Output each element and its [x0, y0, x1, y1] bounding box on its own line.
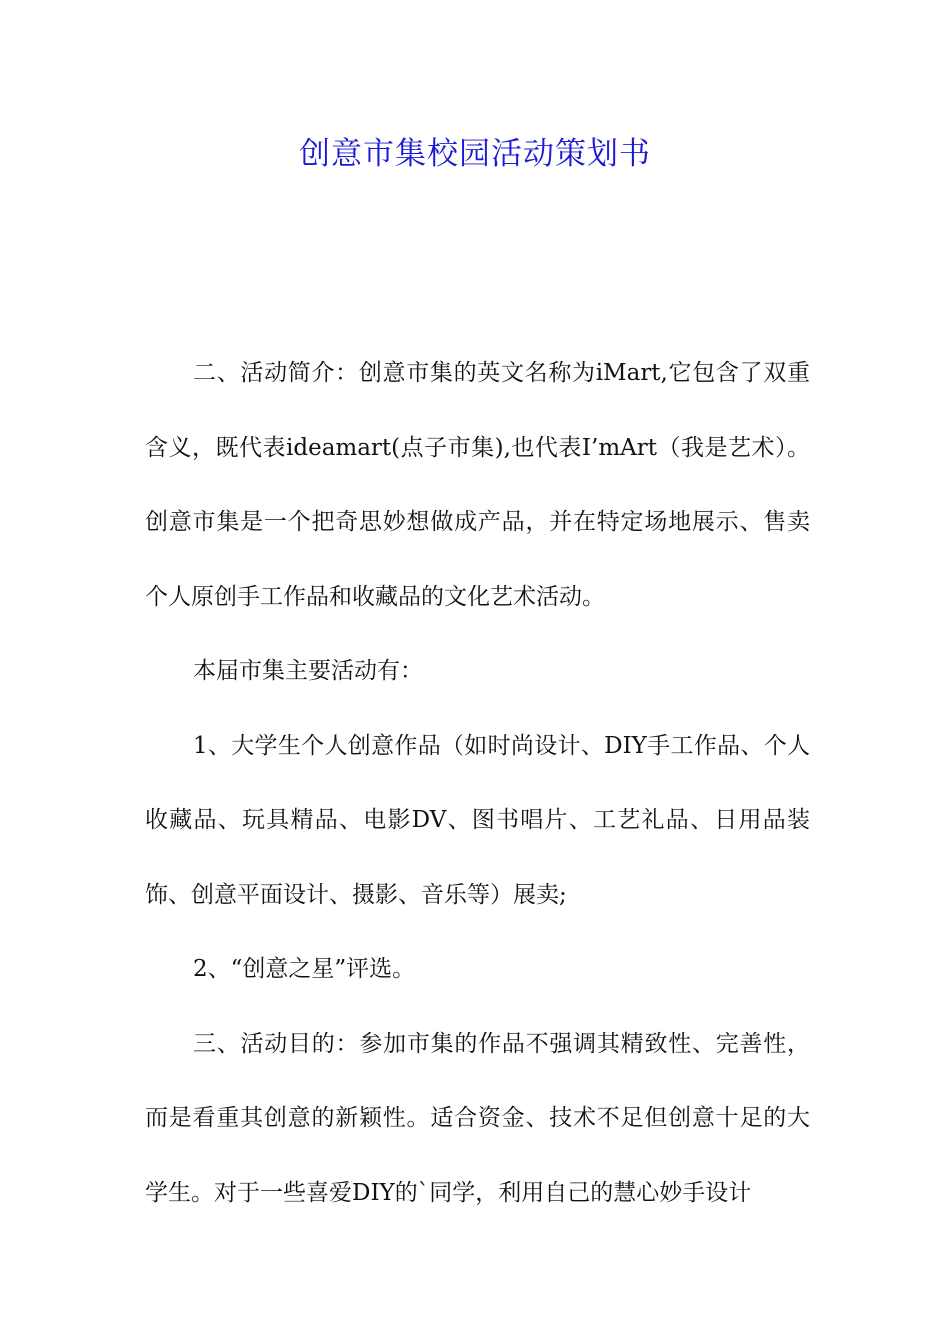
document-title: 创意市集校园活动策划书: [299, 136, 651, 172]
paragraph-main-activities: 本届市集主要活动有：: [193, 658, 423, 684]
paragraph-activity-item-1: 1、大学生个人创意作品（如时尚设计、DIY手工作品、个人收藏品、玩具精品、电影DV、图书唱片、工艺礼品、日用品装饰、创意平面设计、摄影、音乐等）展卖;: [145, 732, 810, 908]
document-body: [145, 336, 810, 1230]
paragraph-activity-item-2: 2、“创意之星”评选。: [193, 956, 416, 982]
paragraph-activity-intro: 二、活动简介：创意市集的英文名称为iMart,它包含了双重含义，既代表ideamart(点子市集),也代表I’mArt（我是艺术）。创意市集是一个把奇思妙想做成产品，并在特定场地展示、售卖个人原创手工作品和收藏品的文化艺术活动。: [145, 360, 810, 610]
paragraph-activity-purpose: 三、活动目的：参加市集的作品不强调其精致性、完善性，而是看重其创意的新颖性。适合资金、技术不足但创意十足的大学生。对于一些喜爱DIY的`同学，利用自己的慧心妙手设计: [145, 1030, 810, 1206]
